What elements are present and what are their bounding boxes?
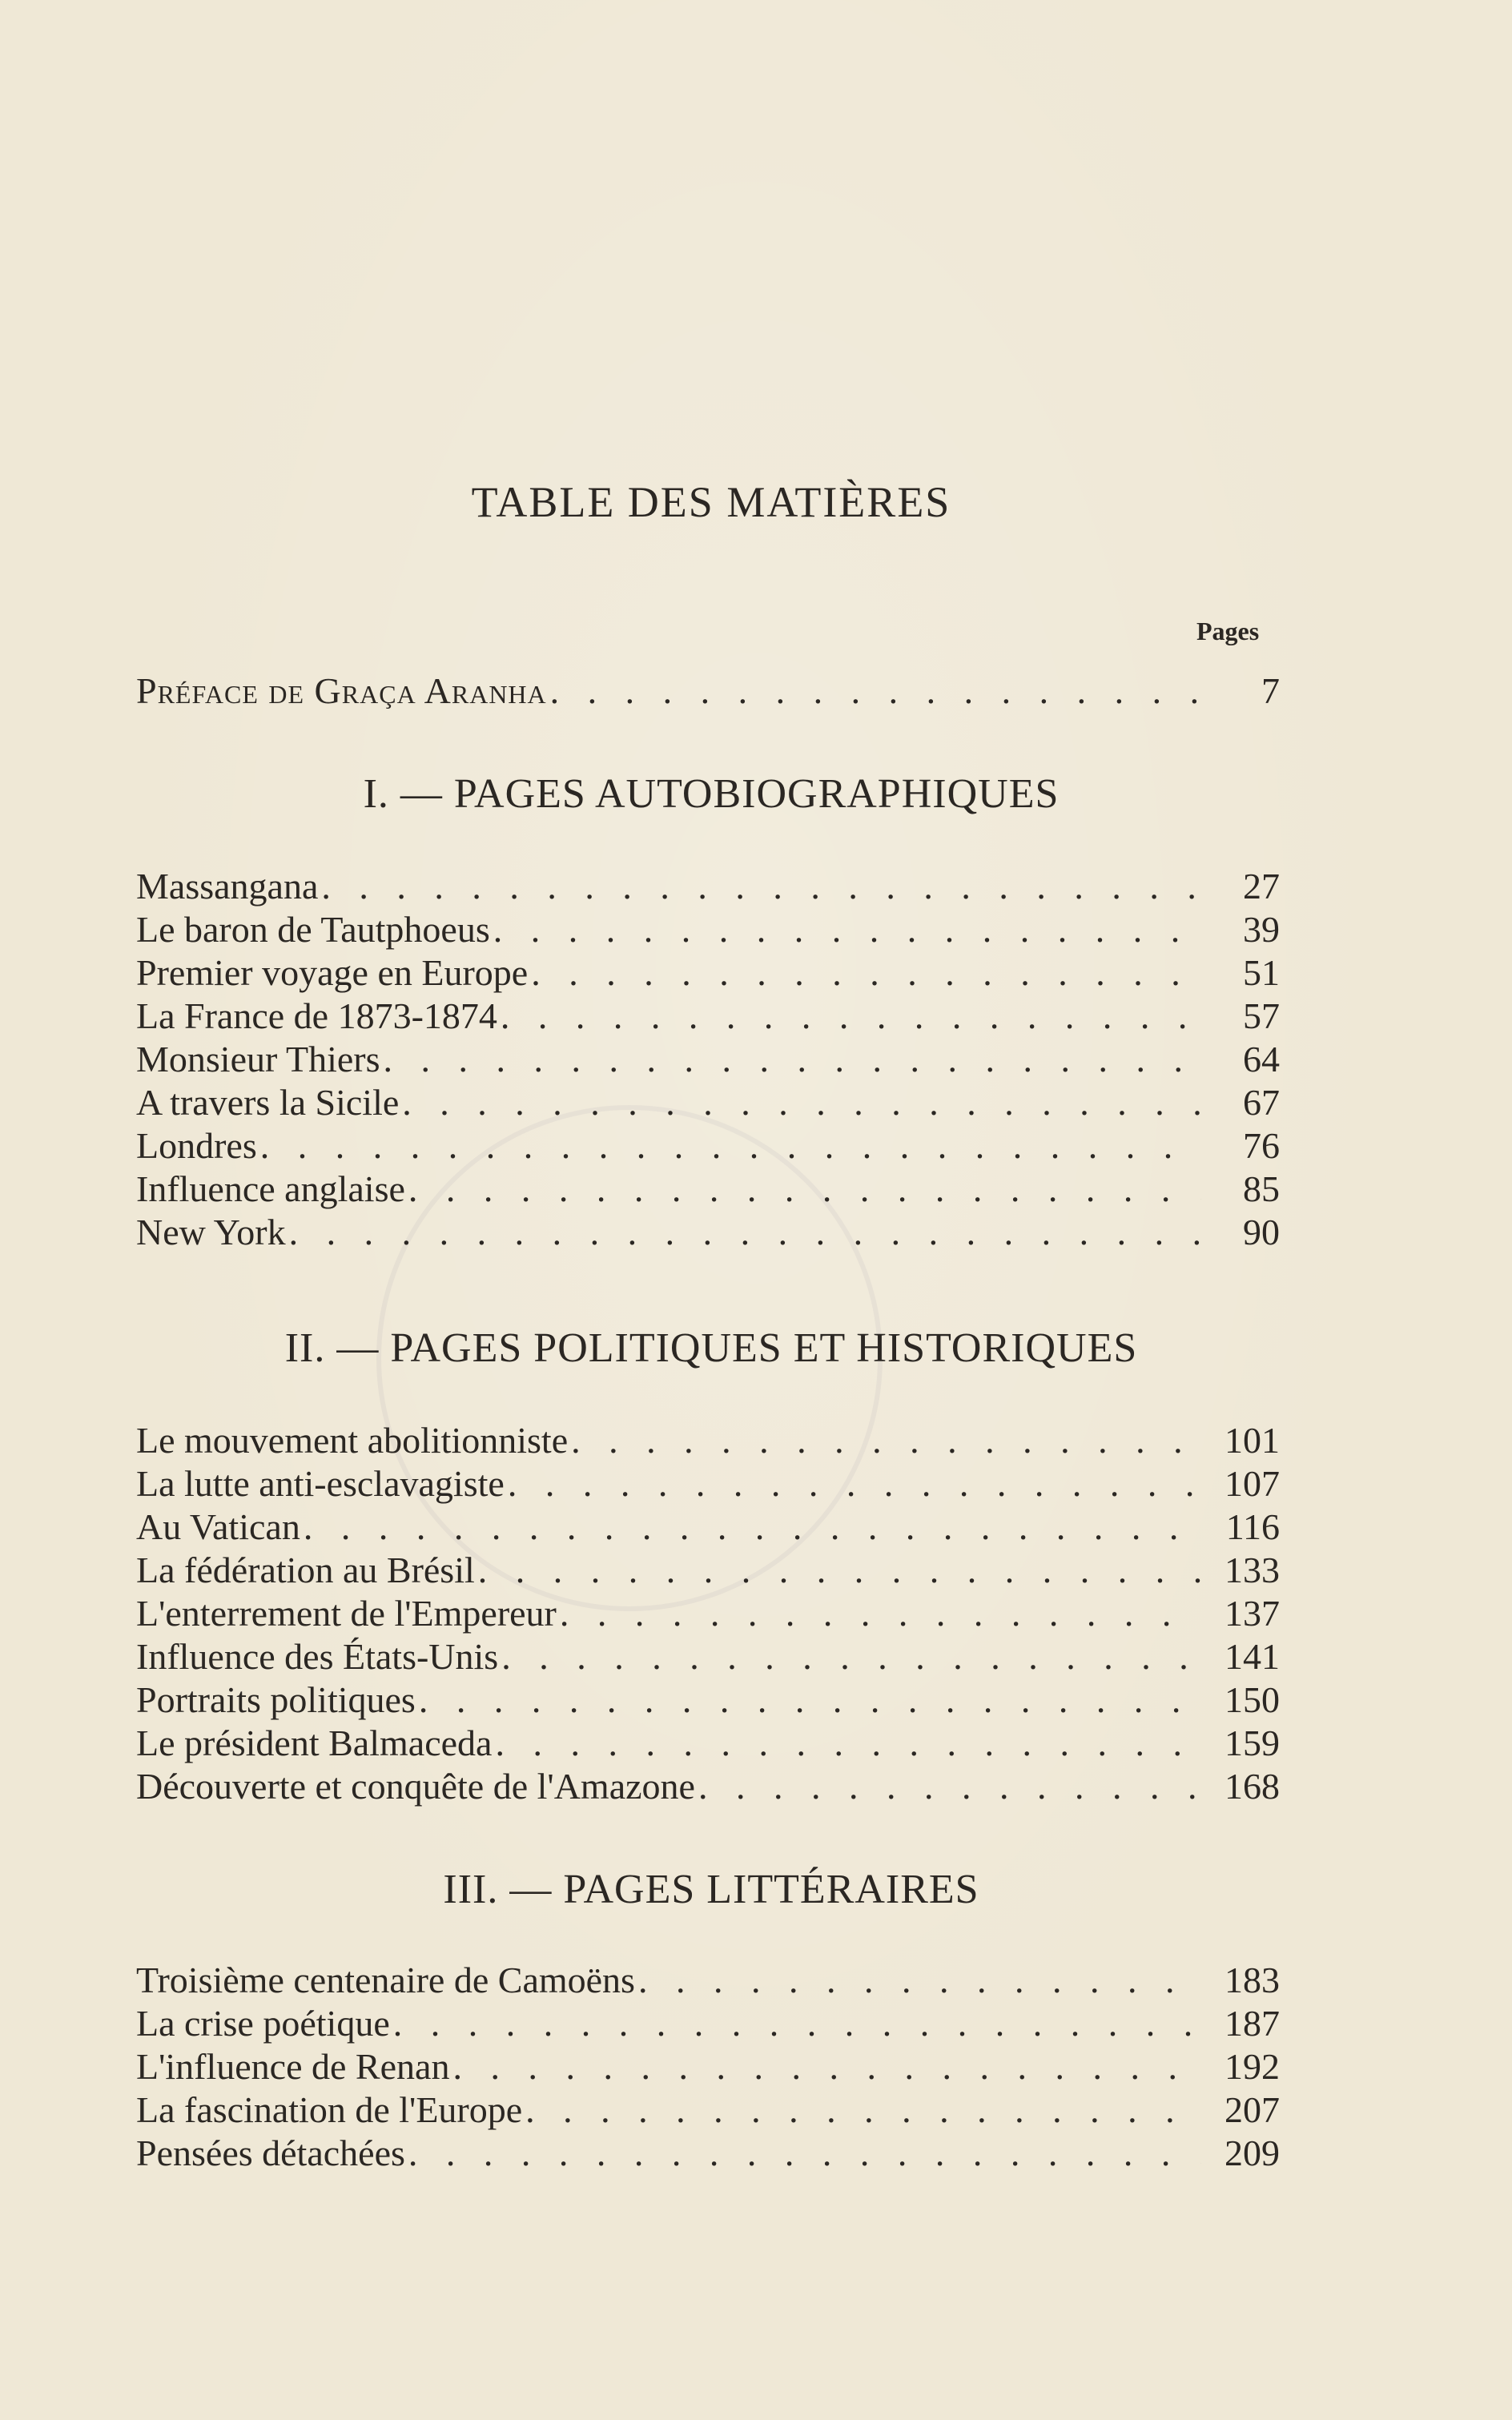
- toc-entry-page: 209: [1224, 2133, 1280, 2173]
- dot-leader: [508, 1462, 1201, 1505]
- toc-entry: [136, 1592, 1280, 1635]
- toc-entry-label: La France de 1873-1874: [136, 995, 497, 1036]
- dot-leader: [698, 1765, 1201, 1807]
- toc-entry-page: 7: [1261, 670, 1280, 711]
- toc-entry-page: 192: [1224, 2046, 1280, 2087]
- toc-entry-page: 85: [1243, 1168, 1280, 1209]
- toc-entry: [136, 2088, 1280, 2132]
- toc-entry: [136, 865, 1280, 908]
- toc-entry-label: Premier voyage en Europe: [136, 952, 529, 993]
- toc-entry: [136, 2132, 1280, 2175]
- toc-entry: [136, 1505, 1280, 1549]
- dot-leader: [531, 951, 1201, 994]
- toc-entry-label: La crise poétique: [136, 2003, 390, 2044]
- toc-entry: [136, 995, 1280, 1038]
- toc-entry: [136, 2045, 1280, 2088]
- toc-entry-label: Londres: [136, 1125, 257, 1166]
- toc-entry-page: 137: [1224, 1593, 1280, 1634]
- dot-leader: [495, 1722, 1201, 1764]
- toc-entry-page: 207: [1224, 2089, 1280, 2130]
- toc-entry-page: 133: [1224, 1550, 1280, 1590]
- toc-entry-label: Le mouvement abolitionniste: [136, 1420, 569, 1461]
- dot-leader: [260, 1124, 1201, 1167]
- toc-entry: [136, 1722, 1280, 1765]
- toc-entry-label: Influence anglaise: [136, 1168, 405, 1209]
- pages-column-label: Pages: [1196, 617, 1260, 645]
- toc-entry: [136, 1211, 1280, 1254]
- dot-leader: [384, 1038, 1201, 1080]
- toc-entry-page: 51: [1243, 952, 1280, 993]
- toc-entry-page: 159: [1224, 1723, 1280, 1763]
- toc-entry: [136, 1635, 1280, 1678]
- toc-entry-page: 57: [1243, 995, 1280, 1036]
- dot-leader: [452, 2045, 1201, 2088]
- page-title: TABLE DES MATIÈRES: [471, 478, 951, 526]
- toc-entry-label: La fascination de l'Europe: [136, 2089, 523, 2130]
- dot-leader: [408, 1168, 1201, 1210]
- toc-entry-label: Le baron de Tautphoeus: [136, 909, 490, 950]
- section-heading-2: II. — PAGES POLITIQUES ET HISTORIQUES: [284, 1325, 1138, 1371]
- toc-entry-label: Au Vatican: [136, 1506, 300, 1547]
- dot-leader: [638, 1959, 1201, 2001]
- toc-entry-label: L'influence de Renan: [136, 2046, 450, 2087]
- toc-entry-label: Pensées détachées: [136, 2133, 405, 2173]
- toc-entry-label: Le président Balmaceda: [136, 1723, 493, 1763]
- toc-entry-label: Portraits politiques: [136, 1679, 416, 1720]
- section-heading-3: III. — PAGES LITTÉRAIRES: [443, 1867, 979, 1912]
- toc-entry-page: 141: [1224, 1636, 1280, 1677]
- toc-entry-label: Massangana: [136, 866, 319, 906]
- toc-entry: [136, 1168, 1280, 1211]
- toc-entry-label: La fédération au Brésil: [136, 1550, 475, 1590]
- toc-entry-label: A travers la Sicile: [136, 1082, 400, 1123]
- toc-entry-page: 107: [1224, 1463, 1280, 1504]
- toc-entry: [136, 1419, 1280, 1462]
- section-heading-1: I. — PAGES AUTOBIOGRAPHIQUES: [363, 771, 1060, 817]
- dot-leader: [525, 2088, 1201, 2131]
- dot-leader: [478, 1549, 1201, 1591]
- dot-leader: [304, 1505, 1201, 1548]
- toc-entry-label: New York: [136, 1212, 286, 1252]
- toc-entry-label: Découverte et conquête de l'Amazone: [136, 1766, 695, 1807]
- toc-entry-page: 64: [1243, 1039, 1280, 1079]
- dot-leader: [501, 995, 1201, 1037]
- toc-entry-page: 187: [1224, 2003, 1280, 2044]
- toc-entry: [136, 1549, 1280, 1592]
- toc-entry: [136, 1081, 1280, 1124]
- toc-entry-preface: [136, 669, 1280, 713]
- dot-leader: [402, 1081, 1201, 1124]
- toc-entry-page: 101: [1224, 1420, 1280, 1461]
- toc-entry-label: Monsieur Thiers: [136, 1039, 380, 1079]
- dot-leader: [393, 2002, 1201, 2044]
- toc-entry: [136, 1038, 1280, 1081]
- toc-entry-label: La lutte anti-esclavagiste: [136, 1463, 505, 1504]
- dot-leader: [419, 1678, 1201, 1721]
- toc-entry-page: 183: [1224, 1960, 1280, 2000]
- toc-entry-page: 27: [1243, 866, 1280, 906]
- dot-leader: [571, 1419, 1201, 1461]
- dot-leader: [408, 2132, 1201, 2174]
- toc-entry: [136, 1462, 1280, 1505]
- dot-leader: [501, 1635, 1201, 1678]
- toc-entry-page: 90: [1243, 1212, 1280, 1252]
- dot-leader: [289, 1211, 1201, 1253]
- toc-entry: [136, 1959, 1280, 2002]
- toc-entry-label: Influence des États-Unis: [136, 1636, 499, 1677]
- toc-entry-label: Troisième centenaire de Camoëns: [136, 1960, 635, 2000]
- toc-entry: [136, 1124, 1280, 1168]
- toc-entry-page: 39: [1243, 909, 1280, 950]
- toc-entry-page: 116: [1225, 1506, 1280, 1547]
- toc-entry-label: L'enterrement de l'Empereur: [136, 1593, 557, 1634]
- toc-entry-page: 150: [1224, 1679, 1280, 1720]
- toc-entry: [136, 2002, 1280, 2045]
- dot-leader: [560, 1592, 1201, 1634]
- dot-leader: [550, 669, 1201, 712]
- toc-entry-page: 76: [1243, 1125, 1280, 1166]
- toc-entry: [136, 951, 1280, 995]
- toc-entry-label: Préface de Graça Aranha: [136, 670, 547, 711]
- dot-leader: [321, 865, 1201, 907]
- toc-entry-page: 67: [1243, 1082, 1280, 1123]
- toc-entry: [136, 1765, 1280, 1808]
- toc-entry: [136, 908, 1280, 951]
- dot-leader: [493, 908, 1201, 951]
- toc-entry-page: 168: [1224, 1766, 1280, 1807]
- toc-entry: [136, 1678, 1280, 1722]
